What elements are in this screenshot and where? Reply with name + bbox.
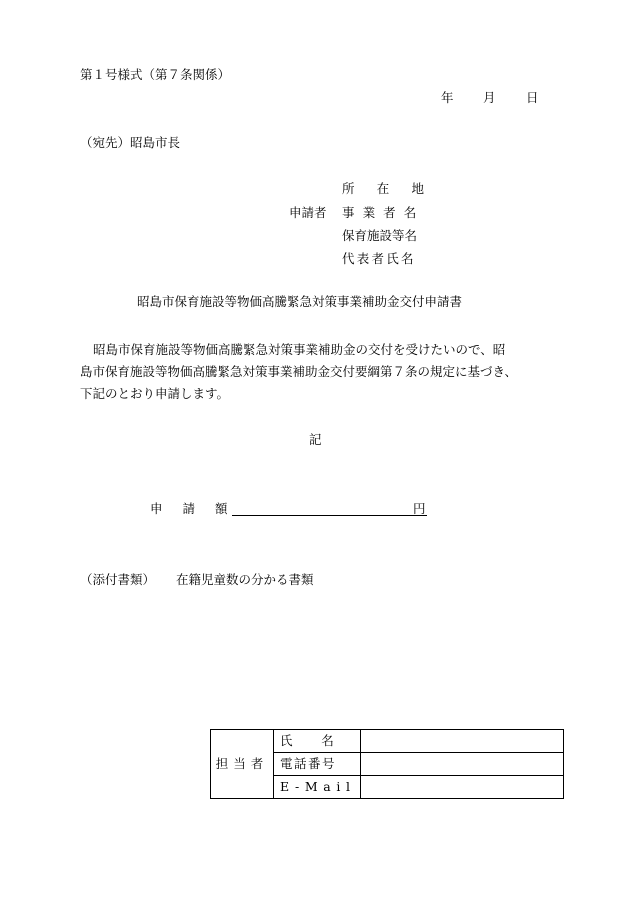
applicant-field-facility-name: 保育施設等名 xyxy=(342,228,418,243)
contact-label-phone xyxy=(274,753,361,776)
contact-table xyxy=(210,729,564,799)
contact-value-name[interactable] xyxy=(361,730,564,753)
ki-marker: 記 xyxy=(309,432,322,447)
contact-value-phone[interactable] xyxy=(361,753,564,776)
contact-label-name xyxy=(274,730,361,753)
date-month: 月 xyxy=(483,90,496,105)
body-line-1: 昭島市保育施設等物価高騰緊急対策事業補助金の交付を受けたいので、昭 xyxy=(93,342,506,357)
addressee: （宛先）昭島市長 xyxy=(80,135,181,150)
contact-label-phone-text: 電話番号 xyxy=(280,755,337,771)
amount-unit: 円 xyxy=(413,501,426,516)
contact-row-name xyxy=(211,730,564,753)
applicant-role-label: 申請者 xyxy=(289,205,327,220)
contact-value-email[interactable] xyxy=(361,776,564,799)
contact-head xyxy=(211,730,274,799)
attachment-label: （添付書類） xyxy=(80,572,156,587)
amount-label: 申 請 額 xyxy=(150,501,232,516)
form-number: 第１号様式（第７条関係） xyxy=(80,67,231,82)
attachment-value: 在籍児童数の分かる書類 xyxy=(176,572,314,587)
amount-underline[interactable] xyxy=(232,498,427,516)
contact-label-name-text: 氏 名 xyxy=(280,732,336,748)
contact-label-email-text: E-Mail xyxy=(280,778,356,794)
applicant-field-business-name: 事業者名 xyxy=(342,205,424,220)
applicant-field-representative: 代表者氏名 xyxy=(342,251,416,266)
contact-label-email xyxy=(274,776,361,799)
document-title: 昭島市保育施設等物価高騰緊急対策事業補助金交付申請書 xyxy=(137,294,463,309)
date-year: 年 xyxy=(441,90,454,105)
contact-head-label: 担当者 xyxy=(215,755,269,771)
body-line-3: 下記のとおり申請します。 xyxy=(80,386,230,401)
date-day: 日 xyxy=(526,90,539,105)
body-line-2: 島市保育施設等物価高騰緊急対策事業補助金交付要綱第７条の規定に基づき、 xyxy=(80,364,518,379)
applicant-field-address: 所 在 地 xyxy=(342,181,424,196)
